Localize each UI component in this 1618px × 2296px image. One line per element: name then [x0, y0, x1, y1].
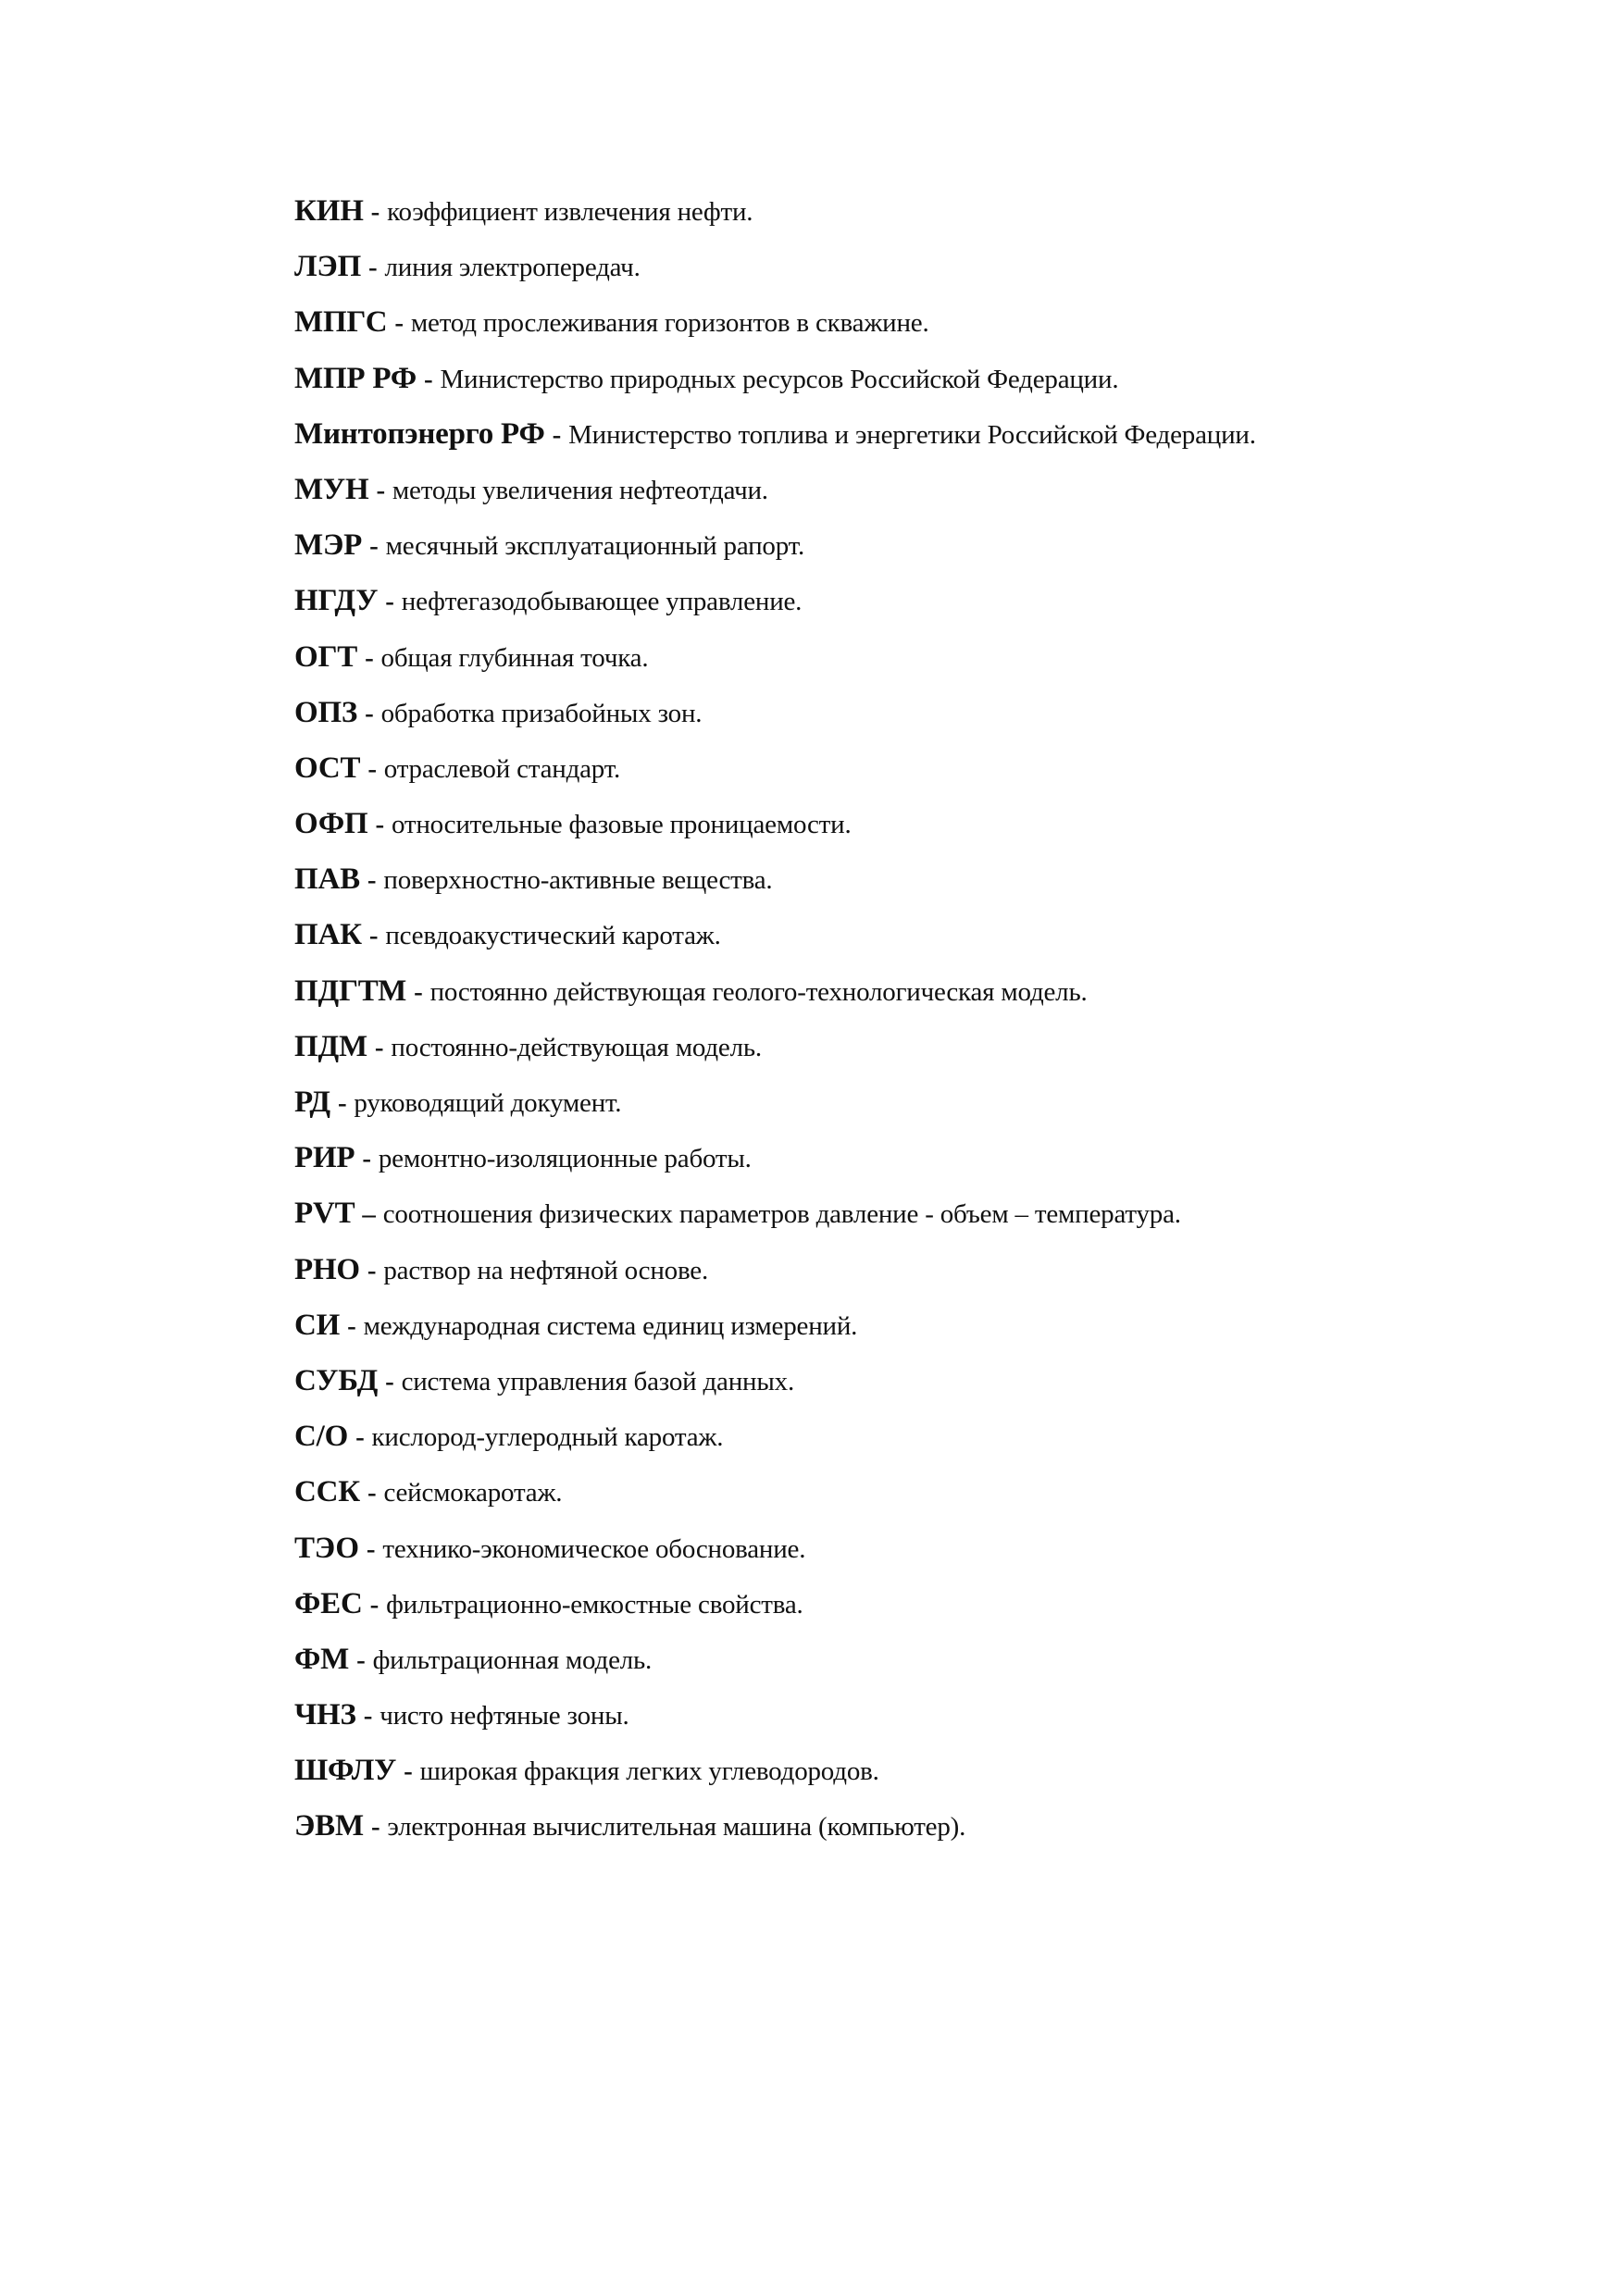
abbreviation-entry	[294, 629, 1498, 685]
abbreviation-separator: -	[370, 197, 380, 227]
abbreviation-definition: метод прослеживания горизонтов в скважине.	[410, 308, 929, 339]
abbreviation-entry	[294, 796, 1498, 851]
abbreviation-entry	[294, 851, 1498, 907]
abbreviation-separator: -	[367, 1255, 377, 1285]
abbreviation-term: ПАК	[294, 918, 362, 952]
abbreviation-entry	[294, 1185, 1498, 1241]
abbreviation-definition: нефтегазодобывающее управление.	[401, 587, 803, 617]
abbreviation-term: ОФП	[294, 807, 368, 841]
abbreviation-entry	[294, 1798, 1498, 1854]
abbreviation-term: ПАВ	[294, 863, 360, 897]
abbreviation-definition: поверхностно-активные вещества.	[383, 865, 773, 896]
abbreviation-entry	[294, 740, 1498, 796]
abbreviation-term: ОПЗ	[294, 695, 358, 729]
abbreviation-term: СУБД	[294, 1363, 379, 1397]
abbreviation-entry	[294, 1576, 1498, 1632]
abbreviation-definition: система управления базой данных.	[401, 1366, 794, 1396]
abbreviation-entry	[294, 963, 1498, 1019]
abbreviation-definition: месячный эксплуатационный рапорт.	[385, 531, 804, 562]
abbreviation-term: НГДУ	[294, 584, 379, 618]
abbreviation-term: ЧНЗ	[294, 1698, 356, 1732]
abbreviation-separator: -	[365, 642, 374, 673]
abbreviation-term: КИН	[294, 194, 364, 228]
abbreviation-entry	[294, 1019, 1498, 1074]
abbreviation-separator: -	[337, 1088, 347, 1118]
abbreviation-entry	[294, 183, 1498, 239]
abbreviation-separator: -	[356, 1644, 366, 1675]
abbreviation-entry	[294, 573, 1498, 628]
abbreviation-term: ЭВМ	[294, 1809, 364, 1843]
abbreviation-entry	[294, 1743, 1498, 1798]
abbreviation-term: РД	[294, 1086, 330, 1119]
abbreviation-entry	[294, 1464, 1498, 1520]
abbreviation-separator: -	[369, 531, 379, 562]
abbreviation-term: ПДМ	[294, 1029, 367, 1063]
abbreviation-separator: -	[365, 698, 374, 728]
abbreviation-definition: электронная вычислительная машина (компьютер).	[387, 1812, 966, 1843]
abbreviation-entry	[294, 239, 1498, 294]
abbreviation-entry	[294, 1632, 1498, 1687]
abbreviation-term: РНО	[294, 1252, 360, 1286]
abbreviation-separator: -	[370, 1812, 380, 1843]
abbreviation-entry	[294, 351, 1498, 406]
abbreviation-list	[294, 183, 1498, 1855]
abbreviation-definition: относительные фазовые проницаемости.	[391, 810, 852, 840]
abbreviation-entry	[294, 1687, 1498, 1743]
abbreviation-definition: руководящий документ.	[354, 1088, 622, 1118]
abbreviation-entry	[294, 462, 1498, 517]
abbreviation-term: ФЕС	[294, 1586, 363, 1620]
abbreviation-entry	[294, 1074, 1498, 1130]
abbreviation-definition: общая глубинная точка.	[380, 642, 649, 673]
abbreviation-separator: -	[367, 1478, 377, 1508]
abbreviation-entry	[294, 1242, 1498, 1297]
abbreviation-definition: методы увеличения нефтеотдачи.	[392, 475, 768, 505]
abbreviation-term: ССК	[294, 1475, 360, 1509]
abbreviation-entry	[294, 1520, 1498, 1576]
abbreviation-separator: -	[385, 1366, 394, 1396]
abbreviation-definition: технико-экономическое обоснование.	[382, 1533, 806, 1564]
abbreviation-definition: линия электропередач.	[384, 253, 641, 283]
abbreviation-definition: соотношения физических параметров давление - объем – температура.	[382, 1199, 1181, 1230]
abbreviation-entry	[294, 406, 1498, 462]
abbreviation-separator: -	[394, 308, 404, 339]
abbreviation-definition: постоянно действующая геолого-технологическая модель.	[429, 976, 1088, 1007]
abbreviation-separator: -	[355, 1422, 365, 1453]
abbreviation-definition: международная система единиц измерений.	[363, 1310, 858, 1341]
abbreviation-separator: -	[368, 253, 378, 283]
abbreviation-definition: раствор на нефтяной основе.	[383, 1255, 708, 1285]
abbreviation-entry	[294, 907, 1498, 962]
abbreviation-separator: -	[385, 587, 394, 617]
abbreviation-term: ФМ	[294, 1642, 350, 1676]
abbreviation-definition: Министерство топлива и энергетики Российской Федерации.	[568, 419, 1256, 450]
abbreviation-separator: -	[367, 753, 377, 784]
abbreviation-definition: постоянно-действующая модель.	[391, 1032, 762, 1062]
abbreviation-definition: кислород-углеродный каротаж.	[371, 1422, 724, 1453]
abbreviation-entry	[294, 517, 1498, 573]
abbreviation-entry	[294, 685, 1498, 740]
abbreviation-definition: фильтрационная модель.	[372, 1644, 653, 1675]
abbreviation-separator: -	[375, 810, 384, 840]
abbreviation-separator: -	[552, 419, 562, 450]
abbreviation-separator: -	[376, 475, 385, 505]
abbreviation-separator: -	[363, 1701, 373, 1731]
abbreviation-definition: широкая фракция легких углеводородов.	[419, 1756, 879, 1787]
abbreviation-term: С/О	[294, 1420, 349, 1454]
abbreviation-term: PVT	[294, 1197, 355, 1231]
abbreviation-separator: -	[362, 1144, 371, 1174]
abbreviation-separator: -	[347, 1310, 356, 1341]
abbreviation-separator: -	[414, 976, 423, 1007]
abbreviation-entry	[294, 1130, 1498, 1185]
abbreviation-term: ЛЭП	[294, 250, 362, 284]
abbreviation-entry	[294, 1409, 1498, 1464]
abbreviation-separator: -	[367, 865, 377, 896]
abbreviation-entry	[294, 1353, 1498, 1409]
abbreviation-separator: -	[374, 1032, 384, 1062]
abbreviation-term: ОСТ	[294, 751, 361, 785]
abbreviation-term: СИ	[294, 1308, 341, 1342]
abbreviation-definition: ремонтно-изоляционные работы.	[378, 1144, 752, 1174]
abbreviation-entry	[294, 1297, 1498, 1353]
abbreviation-definition: сейсмокаротаж.	[383, 1478, 563, 1508]
abbreviation-separator: -	[366, 1533, 376, 1564]
abbreviation-separator: -	[404, 1756, 413, 1787]
abbreviation-separator: -	[423, 364, 433, 394]
abbreviation-definition: обработка призабойных зон.	[380, 698, 703, 728]
abbreviation-separator: -	[368, 921, 379, 951]
abbreviation-separator: -	[369, 1589, 380, 1620]
abbreviation-term: МПГС	[294, 305, 388, 340]
abbreviation-term: Минтопэнерго РФ	[294, 416, 545, 451]
abbreviation-definition: отраслевой стандарт.	[383, 753, 621, 784]
abbreviation-term: РИР	[294, 1141, 355, 1175]
abbreviation-definition: коэффициент извлечения нефти.	[387, 197, 753, 227]
abbreviation-definition: чисто нефтяные зоны.	[380, 1701, 629, 1731]
abbreviation-term: МУН	[294, 472, 369, 506]
abbreviation-definition: псевдоакустический каротаж.	[385, 921, 721, 951]
abbreviation-separator: –	[362, 1199, 376, 1230]
abbreviation-term: ШФЛУ	[294, 1754, 397, 1788]
abbreviation-term: ПДГТМ	[294, 974, 407, 1008]
abbreviation-definition: Министерство природных ресурсов Российской Федерации.	[440, 364, 1119, 394]
abbreviation-term: ОГТ	[294, 639, 358, 674]
abbreviation-term: ТЭО	[294, 1531, 359, 1565]
abbreviation-term: МЭР	[294, 528, 363, 563]
abbreviation-definition: фильтрационно-емкостные свойства.	[386, 1589, 803, 1620]
abbreviation-entry	[294, 294, 1498, 350]
abbreviation-term: МПР РФ	[294, 361, 417, 395]
